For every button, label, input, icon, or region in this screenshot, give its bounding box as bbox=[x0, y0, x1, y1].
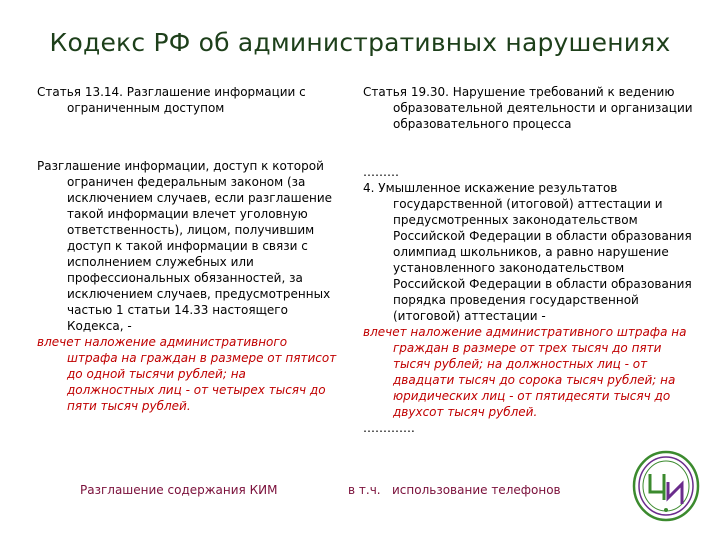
footer-right-prefix: в т.ч. bbox=[348, 483, 381, 497]
page-title: Кодекс РФ об административных нарушениях bbox=[49, 28, 671, 57]
footer-left-text: Разглашение содержания КИМ bbox=[80, 483, 278, 497]
right-dots-top: ……… bbox=[363, 165, 399, 179]
left-heading-text: Статья 13.14. Разглашение информации с ограниченным доступом bbox=[37, 85, 306, 115]
right-penalty-text: влечет наложение административного штрафа на граждан в размере от трех тысяч до пяти тысяч рублей; на должностных лиц - от двадцати тысяч до сорока тысяч рублей; на юридических лиц - от пятидесяти тысяч до двухсот тысяч рублей. bbox=[363, 325, 687, 419]
right-article-heading bbox=[363, 84, 698, 132]
left-article-heading bbox=[37, 84, 337, 116]
right-dots-bottom: …………. bbox=[363, 421, 415, 435]
left-body-text: Разглашение информации, доступ к которой ограничен федеральным законом (за исключением случаев, если разглашение такой информации влечет уголовную ответственность), лицом, получившим доступ к такой информации в связи с исполнением служебных или профессиональных обязанностей, за исключением случаев, предусмотренных частью 1 статьи 14.33 настоящего Кодекса, - bbox=[37, 159, 333, 333]
right-body-text: 4. Умышленное искажение результатов государственной (итоговой) аттестации и предусмотренных законодательством Российской Федерации в области образования олимпиад школьников, а равно нарушение установленного законодательством Российской Федерации в области образования порядка проведения государственной (итоговой) аттестации - bbox=[363, 181, 692, 323]
left-penalty-text: влечет наложение административного штрафа на граждан в размере от пятисот до одной тысячи рублей; на должностных лиц - от четырех тысяч до пяти тысяч рублей. bbox=[37, 335, 337, 413]
footer-right-text: использование телефонов bbox=[392, 483, 561, 497]
right-heading-text: Статья 19.30. Нарушение требований к ведению образовательной деятельности и организации образовательного процесса bbox=[363, 85, 693, 131]
logo-icon bbox=[630, 448, 702, 524]
left-article-body bbox=[37, 158, 337, 414]
right-article-body bbox=[363, 164, 698, 436]
